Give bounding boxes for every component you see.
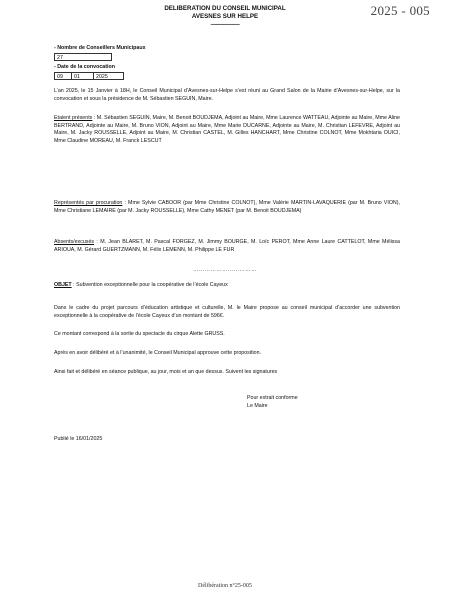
signature-block (247, 395, 298, 410)
header-town: AVESNES SUR HELPE (191, 13, 259, 20)
closing-paragraph: Ainsi fait et délibéré en séance publique, au jour, mois et an que dessus. Suivent les signatures (54, 369, 278, 375)
object-label: OBJET (54, 282, 72, 288)
header-rule: ————— (210, 21, 240, 28)
proposal-paragraph: Dans le cadre du projet parcours d’éducation artistique et culturelle, M. le Maire propose au conseil municipal d’accorder une subvention exceptionnelle à la coopérative de l’école Cayeux d’un montant de 596€. (54, 305, 400, 319)
convocation-label: - Date de la convocation (54, 64, 115, 70)
reference-number: 2025 - 005 (370, 3, 430, 18)
signature-line1: Pour extrait conforme (247, 395, 298, 401)
vote-paragraph: Après en avoir délibéré et à l’unanimité, le Conseil Municipal approuve cette proposition. (54, 350, 261, 356)
object-text: : Subvention exceptionnelle pour la coopérative de l’école Cayeux (71, 282, 228, 288)
object-line (54, 282, 400, 290)
signature-line2: Le Maire (247, 402, 268, 409)
convocation-date (54, 72, 124, 80)
present-label: Etaient présents (54, 115, 93, 121)
document-header (0, 5, 450, 29)
present-paragraph (54, 115, 400, 145)
absent-label: Absents/excusés (54, 239, 95, 245)
absent-paragraph (54, 239, 400, 254)
proxies-paragraph (54, 200, 400, 215)
separator: …………………………… (193, 267, 257, 273)
intro-paragraph: L’an 2025, le 15 Janvier à 18H, le Conseil Municipal d’Avesnes-sur-Helpe s’est réuni au Grand Salon de la Mairie d’Avesnes-sur-Helpe, sur la convocation et sous la présidence de M. Sébastien SEGUIN, Maire. (54, 88, 400, 102)
header-title: DELIBERATION DU CONSEIL MUNICIPAL (164, 5, 286, 12)
published-date: Publié le 16/01/2025 (54, 436, 103, 442)
present-text: : M. Sébastien SEGUIN, Maire, M. Benoit BOUDJEMA, Adjoint au Maire, Mme Laurence WATTEAU, Adjointe au Maire, Mme Aline BERTRAND, Adjointe au Maire, M. Bruno VION, Adjoint au Maire, Mme Marie DUCARNE, Adjointe au Maire, M. Christian LEFEVRE, Adjoint au Maire, M. Jacky ROUSSELLE, Adjoint au Maire, M. Christian CASTEL, M. Gilles HANCHART, Mme Christine COLNOT, Mme Mokhtaria OUICI, Mme Claudine MOREAU, M. Franck LESCUT (54, 115, 400, 144)
amount-paragraph: Ce montant correspond à la sortie du spectacle du cirque Alette GRUSS. (54, 331, 225, 337)
page-footer: Délibération n°25-005 (198, 583, 252, 589)
proxies-text: : Mme Sylvie CABOOR (par Mme Christine COLNOT), Mme Valérie MARTIN-LAVAQUERIE (par M. Bruno VION), Mme Christiane LEMAIRE (par M. Jacky ROUSSELLE), Mme Cathy MENET (par M. Benoit BOUDJEMA) (54, 200, 400, 214)
proxies-label: Représentés par procuration (54, 200, 123, 206)
convocation-day: 09 (54, 72, 72, 80)
councillors-value: 27 (54, 53, 112, 61)
absent-text: : M. Jean BLARET, M. Pascal FORGEZ, M. Jimmy BOURGE, M. Loïc PEROT, Mme Anne Laure CATTELOT, Mme Mélissa ARIOUA, M. Gérard GUERTZMANN, M. Félix LEMENN, M. Philippe LE FUR (54, 239, 400, 253)
councillors-label: - Nombre de Conseillers Municipaux (54, 45, 146, 51)
convocation-year: 2025 (94, 72, 124, 80)
convocation-month: 01 (72, 72, 94, 80)
